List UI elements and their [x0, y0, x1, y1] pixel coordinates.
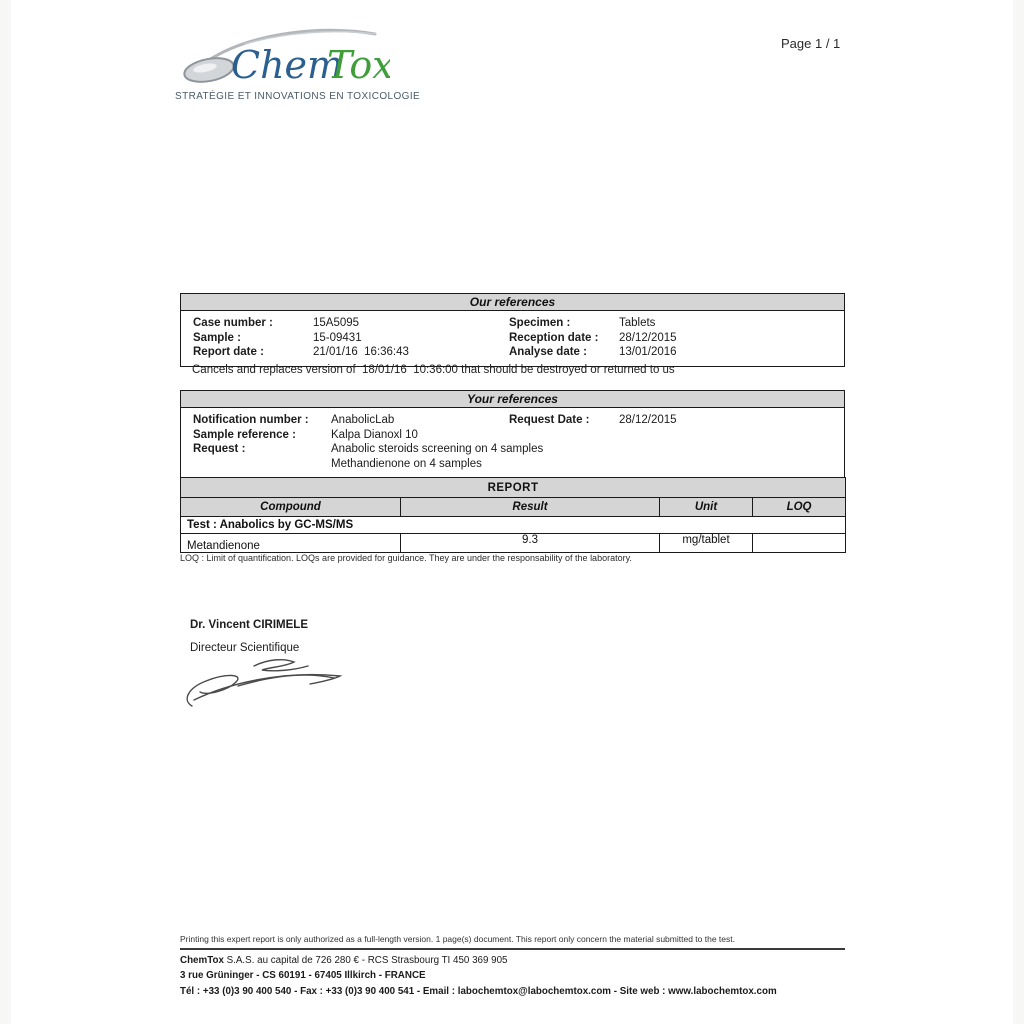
- column-header-compound: Compound: [181, 498, 401, 517]
- logo-text-tox: Tox: [327, 43, 390, 84]
- footer-contact: Tél : +33 (0)3 90 400 540 - Fax : +33 (0)3 90 400 541 - Email : labochemtox@labochemtox.com - Site web : www.labochemtox.com: [180, 985, 777, 997]
- logo-text-chem: Chem: [231, 43, 344, 84]
- unit-cell: mg/tablet: [660, 534, 753, 553]
- report-title: REPORT: [181, 478, 846, 498]
- field-label: Report date :: [193, 346, 264, 359]
- test-group-row: [181, 517, 846, 534]
- our-references-title: Our references: [180, 293, 845, 311]
- field-value: 15A5095: [313, 317, 360, 329]
- page-edge-right: [1013, 0, 1024, 1024]
- field-value: 21/01/16 16:36:43: [313, 346, 409, 359]
- report-table: [180, 477, 846, 553]
- field-label: Request :: [193, 443, 246, 456]
- signature-block: [190, 619, 352, 719]
- page-footer: [180, 934, 845, 997]
- field-label: Sample :: [193, 331, 241, 344]
- ref-row: [193, 413, 844, 428]
- field-value: Methandienone on 4 samples: [331, 457, 482, 470]
- your-references-body: [180, 408, 845, 478]
- loq-cell: [753, 534, 846, 553]
- footer-disclaimer: Printing this expert report is only authorized as a full-length version. 1 page(s) document. This report only concern the material submitted to the test.: [180, 934, 735, 944]
- page-number: Page 1 / 1: [781, 36, 841, 51]
- signatory-name: Dr. Vincent CIRIMELE: [190, 619, 309, 631]
- field-label: Case number :: [193, 317, 273, 329]
- field-value: 28/12/2015: [619, 331, 677, 344]
- field-label: Notification number :: [193, 414, 309, 426]
- chemtox-logo-graphic: [175, 26, 390, 84]
- ref-row: [193, 316, 844, 331]
- ref-row: [193, 457, 844, 472]
- loq-footnote: LOQ : Limit of quantification. LOQs are provided for guidance. They are under the responsability of the laboratory.: [180, 553, 632, 563]
- footer-divider: [180, 948, 845, 950]
- field-label: [193, 457, 331, 472]
- field-label: Sample reference :: [193, 428, 296, 441]
- footer-company-name: ChemTox: [180, 954, 224, 966]
- field-value: 13/01/2016: [619, 346, 677, 359]
- cancel-note: Cancels and replaces version of 18/01/16 10:36:00 that should be destroyed or returned to us: [192, 364, 675, 376]
- chemtox-logo: [175, 26, 421, 102]
- table-row: [181, 534, 846, 553]
- field-value: 28/12/2015: [619, 414, 677, 426]
- our-references-box: [180, 293, 845, 367]
- column-header-unit: Unit: [660, 498, 753, 517]
- your-references-title: Your references: [180, 390, 845, 408]
- footer-address: 3 rue Grüninger - CS 60191 - 67405 Illkirch - FRANCE: [180, 970, 426, 981]
- footer-company-line: [180, 955, 845, 966]
- field-value: 15-09431: [313, 331, 362, 344]
- field-value: Tablets: [619, 317, 656, 329]
- ref-row: [193, 345, 844, 360]
- your-references-box: [180, 390, 845, 478]
- column-header-loq: LOQ: [753, 498, 846, 517]
- result-cell: 9.3: [401, 534, 660, 553]
- column-header-result: Result: [401, 498, 660, 517]
- ref-row: [193, 331, 844, 346]
- field-label: Request Date :: [509, 414, 590, 426]
- report-table-section: [180, 477, 845, 553]
- ref-row: [193, 442, 844, 457]
- logo-tagline: STRATÉGIE ET INNOVATIONS EN TOXICOLOGIE: [175, 91, 421, 102]
- page-edge-left: [0, 0, 11, 1024]
- footer-company-info: S.A.S. au capital de 726 280 € - RCS Strasbourg TI 450 369 905: [223, 954, 508, 966]
- signatory-title: Directeur Scientifique: [190, 642, 300, 654]
- compound-cell: Metandienone: [181, 534, 401, 553]
- signature-icon: [182, 650, 352, 714]
- test-group-label: Test : Anabolics by GC-MS/MS: [181, 517, 846, 534]
- our-references-body: [180, 311, 845, 367]
- ref-row: [193, 428, 844, 443]
- report-header-row: [181, 498, 846, 517]
- field-value: Anabolic steroids screening on 4 samples: [331, 443, 544, 456]
- field-label: Specimen :: [509, 317, 571, 329]
- field-label: Analyse date :: [509, 346, 587, 359]
- field-value: AnabolicLab: [331, 414, 395, 426]
- field-label: Reception date :: [509, 331, 599, 344]
- field-value: Kalpa Dianoxl 10: [331, 428, 418, 441]
- report-title-row: [181, 478, 846, 498]
